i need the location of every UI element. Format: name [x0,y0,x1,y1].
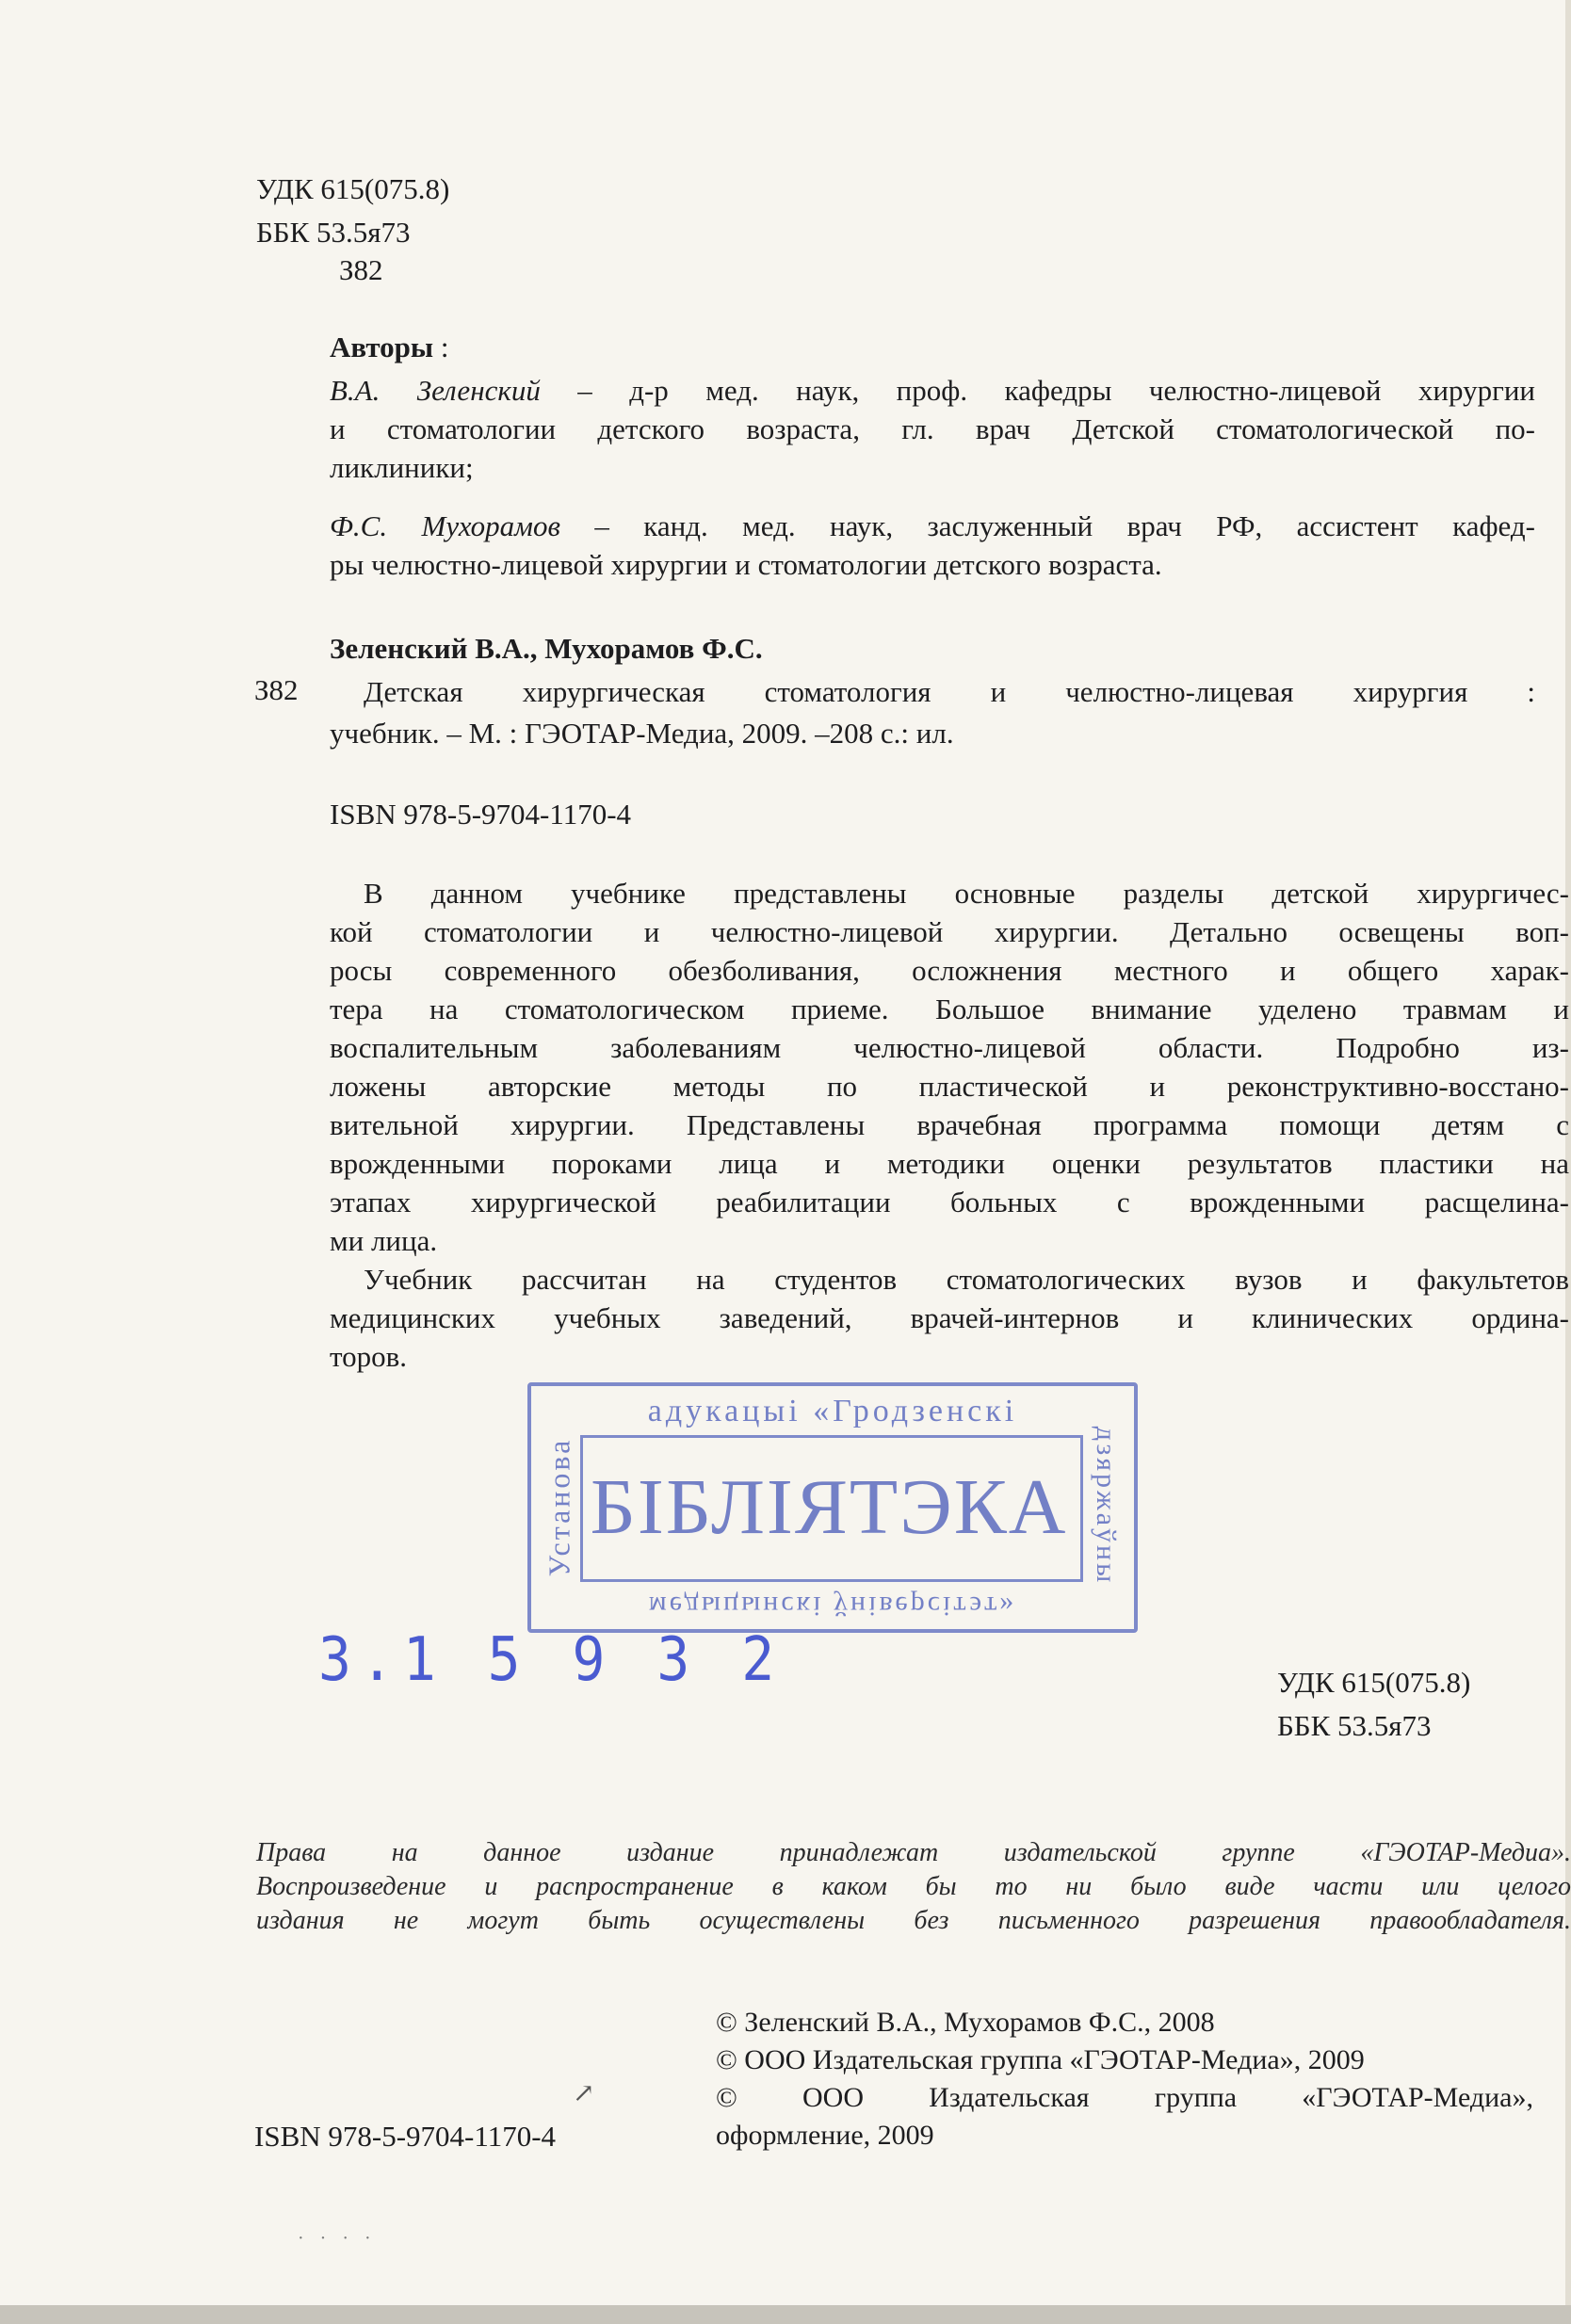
udk-code: УДК 615(075.8) [256,172,450,205]
annotation-line: торов. [330,1340,408,1373]
author-1-entry [330,371,1535,487]
copyright-line: © ООО Издательская группа «ГЭОТАР-Медиа», 2009 [716,2044,1365,2075]
annotation-line: тера на стоматологическом приеме. Большое внимание уделено травмам и [330,993,1569,1025]
biblio-authors: Зеленский В.А., Мухорамов Ф.С. [330,632,763,665]
author-1-line: ликлиники; [330,451,474,484]
annotation-paragraph-2 [330,1260,1569,1376]
author-sign: З82 [339,253,383,286]
biblio-sign: З82 [254,673,299,706]
rights-line: Права на данное издание принадлежат издательской группе «ГЭОТАР-Медиа». [256,1838,1571,1867]
annotation-line: кой стоматологии и челюстно-лицевой хирургии. Детально освещены воп- [330,915,1569,948]
annotation-paragraph-1 [330,874,1569,1260]
annotation-line: воспалительным заболеваниям челюстно-лицевой области. Подробно из- [330,1031,1569,1064]
annotation-line: ми лица. [330,1224,438,1257]
rights-line: издания не могут быть осуществлены без письменного разрешения правообладателя. [256,1906,1571,1935]
biblio-title-line: учебник. – М. : ГЭОТАР-Медиа, 2009. –208 с.: ил. [330,717,954,750]
rights-line: Воспроизведение и распространение в каком бы то ни было виде части или целого [256,1872,1571,1901]
stamp-top-text: адукацыі «Гродзенскі [647,1394,1018,1428]
authors-heading-colon: : [433,331,449,363]
author-1-line [330,371,1535,410]
stamp-left-text: Установа [542,1437,576,1577]
author-2-entry [330,507,1535,584]
annotation-line: медицинских учебных заведений, врачей-интернов и клинических ордина- [330,1301,1569,1334]
annotation-line: этапах хирургической реабилитации больных с врожденными расщелина- [330,1186,1569,1218]
footer-isbn: ISBN 978-5-9704-1170-4 [254,2120,557,2153]
annotation-line: росы современного обезболивания, осложнения местного и общего харак- [330,954,1569,987]
authors-heading [330,328,449,366]
library-stamp [527,1382,1138,1633]
annotation-line: ложены авторские методы по пластической и реконструктивно-восстано- [330,1070,1569,1103]
copyright-line: оформление, 2009 [716,2120,934,2151]
page-bottom-edge [0,2305,1571,2324]
author-2-line: ры челюстно-лицевой хирургии и стоматологии детского возраста. [330,548,1162,581]
annotation-line: вительной хирургии. Представлены врачебная программа помощи детям с [330,1108,1569,1141]
annotation-line: Учебник рассчитан на студентов стоматологических вузов и факультетов [364,1263,1569,1296]
stamp-main-text: БІБЛІЯТЭКА [590,1463,1068,1551]
stamp-right-text: дзяржаўны [1091,1426,1122,1586]
author-1-line: и стоматологии детского возраста, гл. врач Детской стоматологической по- [330,412,1535,445]
author-1-name: В.А. Зеленский [330,374,541,407]
inventory-number: 3.1 5 9 3 2 [318,1623,785,1695]
annotation-line: врожденными пороками лица и методики оценки результатов пластики на [330,1147,1569,1180]
annotation-line: В данном учебнике представлены основные разделы детской хирургичес- [364,877,1569,910]
pen-mark-icon: ↗ [573,2079,595,2108]
author-1-desc: – д-р мед. наук, проф. кафедры челюстно-лицевой хирургии [540,374,1536,407]
footer-bbk-code: ББК 53.5я73 [1277,1709,1432,1742]
footer-udk-code: УДК 615(075.8) [1277,1666,1471,1699]
author-2-desc: – канд. мед. наук, заслуженный врач РФ, ассистент кафед- [559,509,1535,542]
copyright-line: © ООО Издательская группа «ГЭОТАР-Медиа», [716,2082,1533,2113]
speck-marks-icon: · · · · [298,2228,377,2249]
stamp-bottom-text: медыцынскі ўніверсітэт» [648,1590,1017,1622]
author-2-name: Ф.С. Мухорамов [330,509,560,542]
biblio-isbn: ISBN 978-5-9704-1170-4 [330,798,632,831]
author-2-line [330,507,1535,545]
copyright-block [716,2004,1533,2155]
authors-heading-label: Авторы [330,331,434,363]
bbk-code: ББК 53.5я73 [256,216,411,249]
rights-notice [256,1836,1571,1938]
biblio-title-line: Детская хирургическая стоматология и челюстно-лицевая хирургия : [364,675,1535,708]
copyright-line: © Зеленский В.А., Мухорамов Ф.С., 2008 [716,2007,1215,2038]
biblio-title [364,672,1535,711]
